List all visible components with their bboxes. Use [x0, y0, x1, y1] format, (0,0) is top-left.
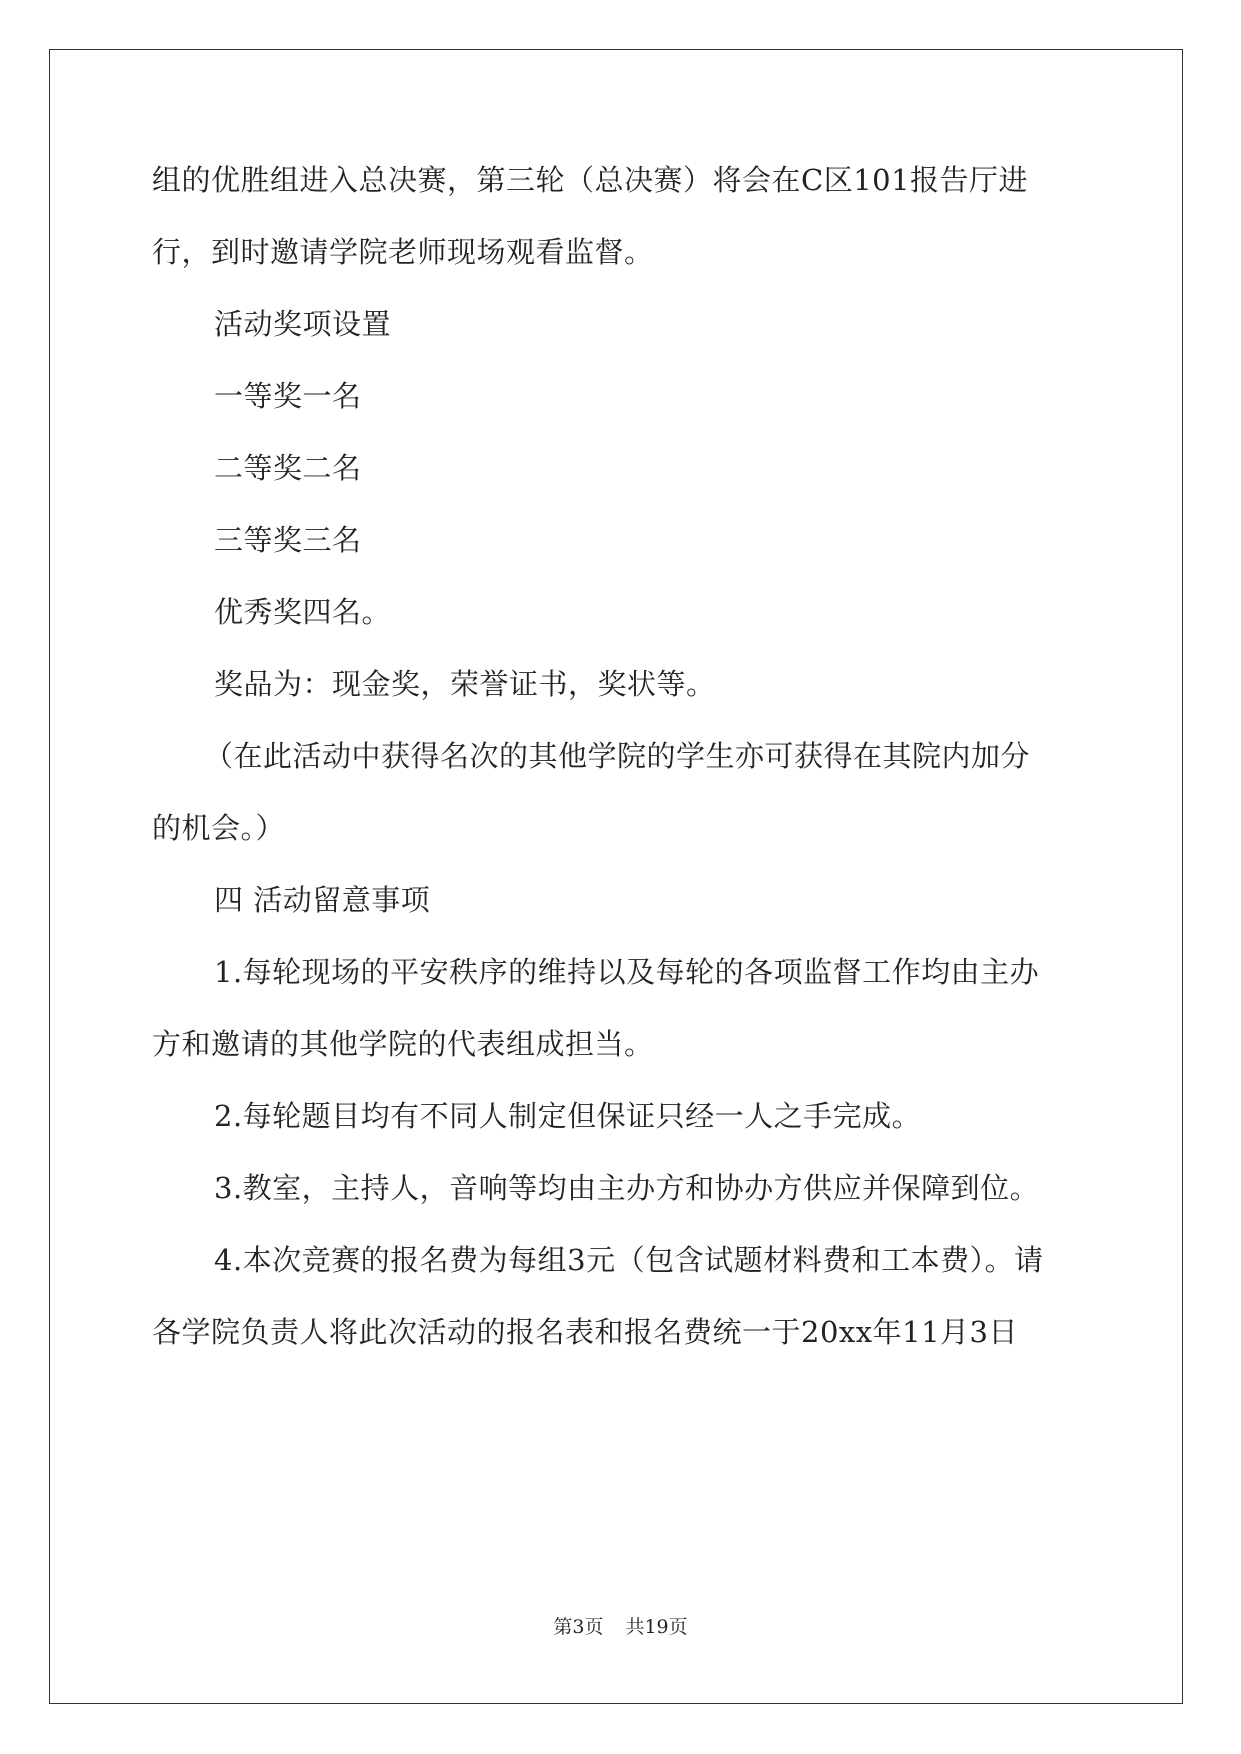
page-total: 共19页 [625, 1616, 688, 1638]
list-item: 二等奖二名 [214, 451, 362, 485]
paragraph-line: 奖品为：现金奖，荣誉证书，奖状等。 [214, 667, 716, 701]
paragraph-line: 组的优胜组进入总决赛，第三轮（总决赛）将会在C区101报告厅进 [152, 163, 1029, 197]
paragraph-line: 的机会。） [152, 811, 286, 845]
section-heading: 活动奖项设置 [214, 307, 392, 341]
list-item: 优秀奖四名。 [214, 595, 392, 629]
page-footer [0, 1612, 1241, 1639]
paragraph-line: 各学院负责人将此次活动的报名表和报名费统一于20xx年11月3日 [152, 1315, 1018, 1349]
page-number: 第3页 [553, 1616, 604, 1638]
paragraph-line: 3.教室，主持人，音响等均由主办方和协办方供应并保障到位。 [214, 1171, 1040, 1205]
paragraph-line: 1.每轮现场的平安秩序的维持以及每轮的各项监督工作均由主办 [214, 955, 1040, 989]
paragraph-line: 行，到时邀请学院老师现场观看监督。 [152, 235, 654, 269]
page-border [49, 49, 1183, 1704]
paragraph-line: 2.每轮题目均有不同人制定但保证只经一人之手完成。 [214, 1099, 922, 1133]
paragraph-line: 4.本次竞赛的报名费为每组3元（包含试题材料费和工本费）。请 [214, 1243, 1044, 1277]
paragraph-line: （在此活动中获得名次的其他学院的学生亦可获得在其院内加分 [204, 739, 1031, 773]
section-heading: 四 活动留意事项 [214, 883, 431, 917]
list-item: 一等奖一名 [214, 379, 362, 413]
paragraph-line: 方和邀请的其他学院的代表组成担当。 [152, 1027, 654, 1061]
list-item: 三等奖三名 [214, 523, 362, 557]
